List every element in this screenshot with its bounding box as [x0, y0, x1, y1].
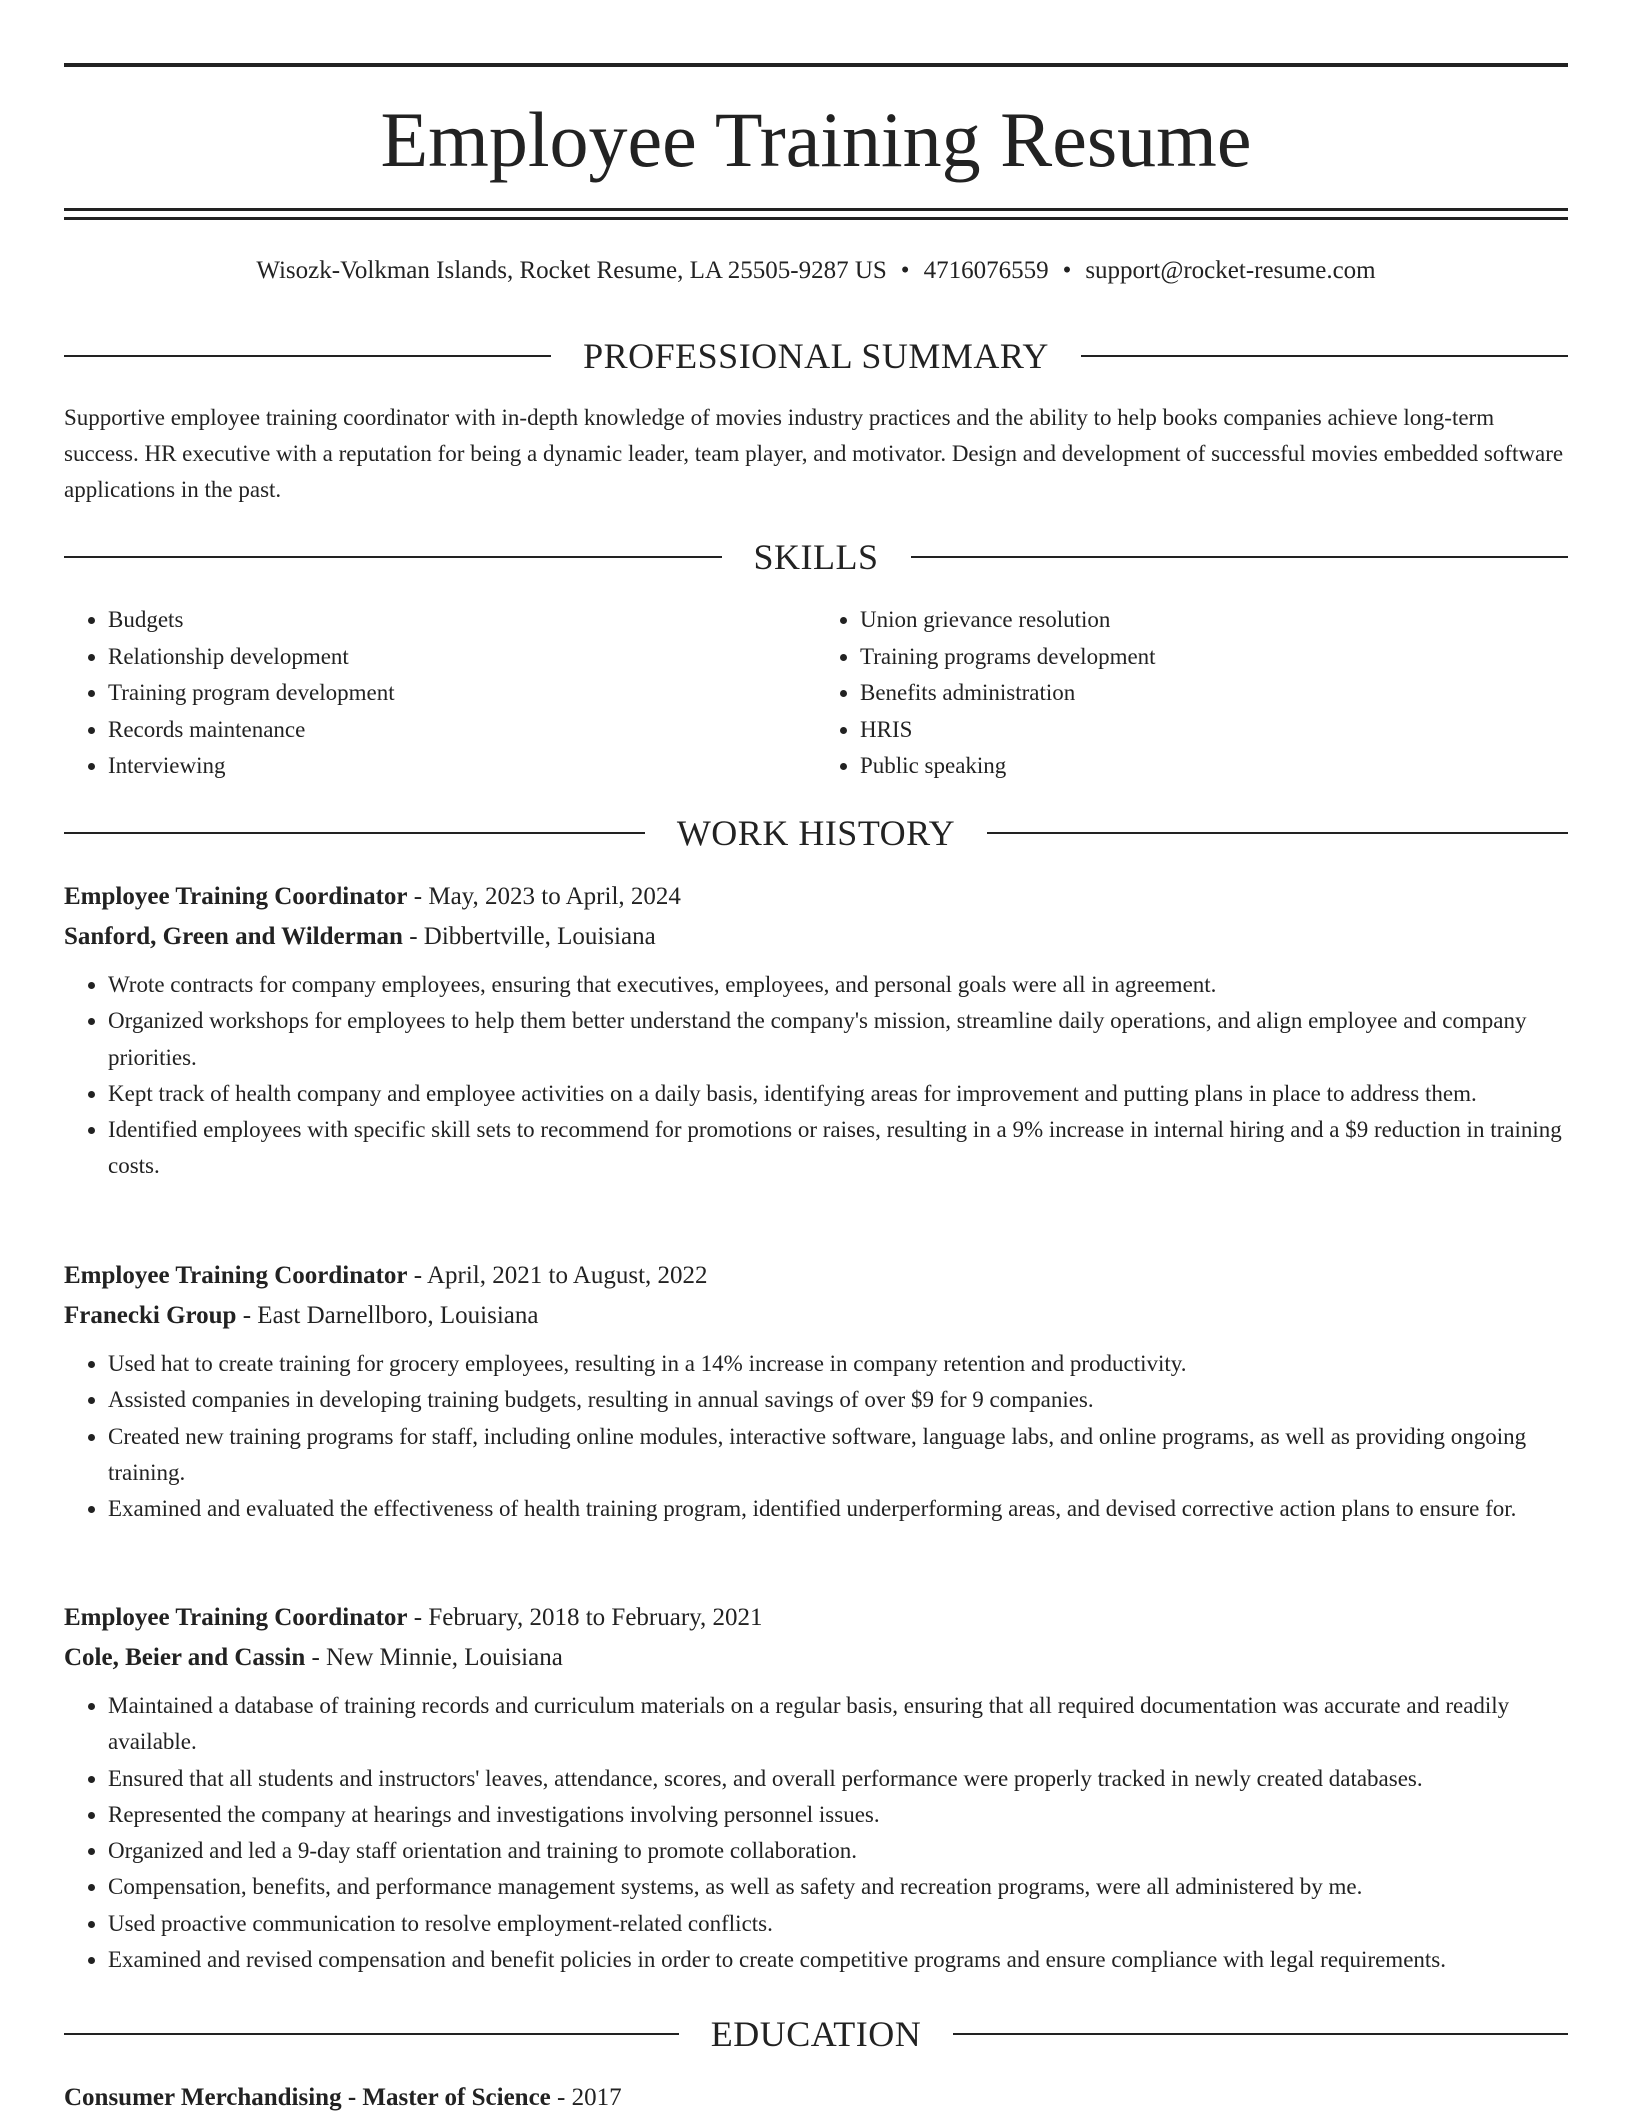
- job-location: - Dibbertville, Louisiana: [402, 923, 656, 950]
- skill-item: • Benefits administration: [860, 675, 1568, 712]
- skills-list: [64, 602, 1568, 785]
- section-header-work: [64, 811, 1568, 855]
- section-rule: [953, 2033, 1568, 2035]
- job-dates: - February, 2018 to February, 2021: [407, 1604, 763, 1631]
- job-title: Employee Training Coordinator: [64, 1604, 408, 1631]
- job-company-line: [64, 917, 1568, 957]
- contact-phone: 4716076559: [923, 257, 1049, 284]
- job-bullet: • Created new training programs for staff, including online modules, interactive software, language labs, and online programs, as well as providing ongoing training.: [108, 1419, 1568, 1492]
- job-bullets: [64, 1688, 1568, 1978]
- education-entry: [64, 2078, 1568, 2118]
- header-top-rule: [64, 63, 1568, 67]
- job-bullet: • Kept track of health company and employee activities on a daily basis, identifying areas for improvement and putting plans in place to address them.: [108, 1076, 1568, 1112]
- job-location: - New Minnie, Louisiana: [305, 1644, 563, 1671]
- skill-item: • HRIS: [860, 712, 1568, 749]
- section-title: PROFESSIONAL SUMMARY: [583, 336, 1049, 376]
- job-bullet: • Represented the company at hearings and investigations involving personnel issues.: [108, 1797, 1568, 1833]
- section-header-skills: [64, 535, 1568, 579]
- job-bullet: • Compensation, benefits, and performance management systems, as well as safety and recreation programs, were all administered by me.: [108, 1869, 1568, 1905]
- job-bullet: • Identified employees with specific skill sets to recommend for promotions or raises, resulting in a 9% increase in internal hiring and a $9 reduction in training costs.: [108, 1112, 1568, 1185]
- contact-address: Wisozk-Volkman Islands, Rocket Resume, LA 25505-9287 US: [256, 257, 887, 284]
- skill-item: • Interviewing: [108, 748, 816, 785]
- section-rule: [64, 355, 551, 357]
- skills-column-left: [64, 602, 816, 785]
- job-bullets: [64, 1346, 1568, 1527]
- section-rule: [64, 556, 722, 558]
- contact-separator: •: [900, 257, 910, 284]
- job-entry: [64, 1598, 1568, 1978]
- section-title: SKILLS: [753, 537, 879, 577]
- section-title: WORK HISTORY: [676, 813, 956, 853]
- job-company-line: [64, 1638, 1568, 1678]
- job-entry: [64, 1256, 1568, 1527]
- contact-email[interactable]: support@rocket-resume.com: [1085, 257, 1376, 284]
- skill-item: • Union grievance resolution: [860, 602, 1568, 639]
- job-bullet: • Assisted companies in developing training budgets, resulting in annual savings of over $9 for 9 companies.: [108, 1382, 1568, 1418]
- section-rule: [64, 832, 645, 834]
- section-rule: [911, 556, 1569, 558]
- job-title: Employee Training Coordinator: [64, 883, 408, 910]
- skills-column-right: [816, 602, 1568, 785]
- job-bullet: • Used proactive communication to resolve employment-related conflicts.: [108, 1906, 1568, 1942]
- job-dates: - April, 2021 to August, 2022: [407, 1262, 708, 1289]
- job-company-line: [64, 1296, 1568, 1336]
- skill-item: • Training program development: [108, 675, 816, 712]
- job-bullet: • Maintained a database of training records and curriculum materials on a regular basis, ensuring that all required documentation was accurate and readily available.: [108, 1688, 1568, 1761]
- section-header-education: [64, 2012, 1568, 2056]
- job-title: Employee Training Coordinator: [64, 1262, 408, 1289]
- contact-separator: •: [1062, 257, 1072, 284]
- summary-text: Supportive employee training coordinator with in-depth knowledge of movies industry practices and the ability to help books companies achieve long-term success. HR executive with a reputation for being a dynamic leader, team player, and motivator. Design and development of successful movies embedded software applications in the past.: [64, 405, 1564, 502]
- job-location: - East Darnellboro, Louisiana: [236, 1302, 539, 1329]
- job-bullet: • Ensured that all students and instructors' leaves, attendance, scores, and overall performance were properly tracked in newly created databases.: [108, 1761, 1568, 1797]
- skill-item: • Training programs development: [860, 639, 1568, 676]
- header-double-rule: [64, 208, 1568, 220]
- job-bullet: • Organized and led a 9-day staff orientation and training to promote collaboration.: [108, 1833, 1568, 1869]
- job-company: Franecki Group: [64, 1302, 237, 1329]
- job-title-line: [64, 877, 1568, 917]
- section-title: EDUCATION: [710, 2014, 922, 2054]
- section-rule: [64, 2033, 679, 2035]
- skill-item: • Public speaking: [860, 748, 1568, 785]
- skill-item: • Relationship development: [108, 639, 816, 676]
- section-rule: [1081, 355, 1568, 357]
- skill-item: • Budgets: [108, 602, 816, 639]
- job-company: Cole, Beier and Cassin: [64, 1644, 306, 1671]
- job-bullet: • Examined and evaluated the effectiveness of health training program, identified underperforming areas, and devised corrective action plans to ensure for.: [108, 1491, 1568, 1527]
- job-title-line: [64, 1256, 1568, 1296]
- job-entry: [64, 877, 1568, 1185]
- education-degree: Consumer Merchandising - Master of Science: [64, 2084, 551, 2111]
- resume-title: Employee Training Resume: [380, 96, 1252, 183]
- section-rule: [987, 832, 1568, 834]
- education-year: - 2017: [550, 2084, 622, 2111]
- section-header-summary: [64, 334, 1568, 378]
- job-dates: - May, 2023 to April, 2024: [407, 883, 681, 910]
- job-company: Sanford, Green and Wilderman: [64, 923, 403, 950]
- job-bullet: • Organized workshops for employees to help them better understand the company's mission, streamline daily operations, and align employee and company priorities.: [108, 1003, 1568, 1076]
- contact-line: [64, 255, 1568, 287]
- job-bullet: • Wrote contracts for company employees, ensuring that executives, employees, and personal goals were all in agreement.: [108, 967, 1568, 1003]
- job-bullet: • Used hat to create training for grocery employees, resulting in a 14% increase in company retention and productivity.: [108, 1346, 1568, 1382]
- job-bullet: • Examined and revised compensation and benefit policies in order to create competitive programs and ensure compliance with legal requirements.: [108, 1942, 1568, 1978]
- job-title-line: [64, 1598, 1568, 1638]
- job-bullets: [64, 967, 1568, 1185]
- skill-item: • Records maintenance: [108, 712, 816, 749]
